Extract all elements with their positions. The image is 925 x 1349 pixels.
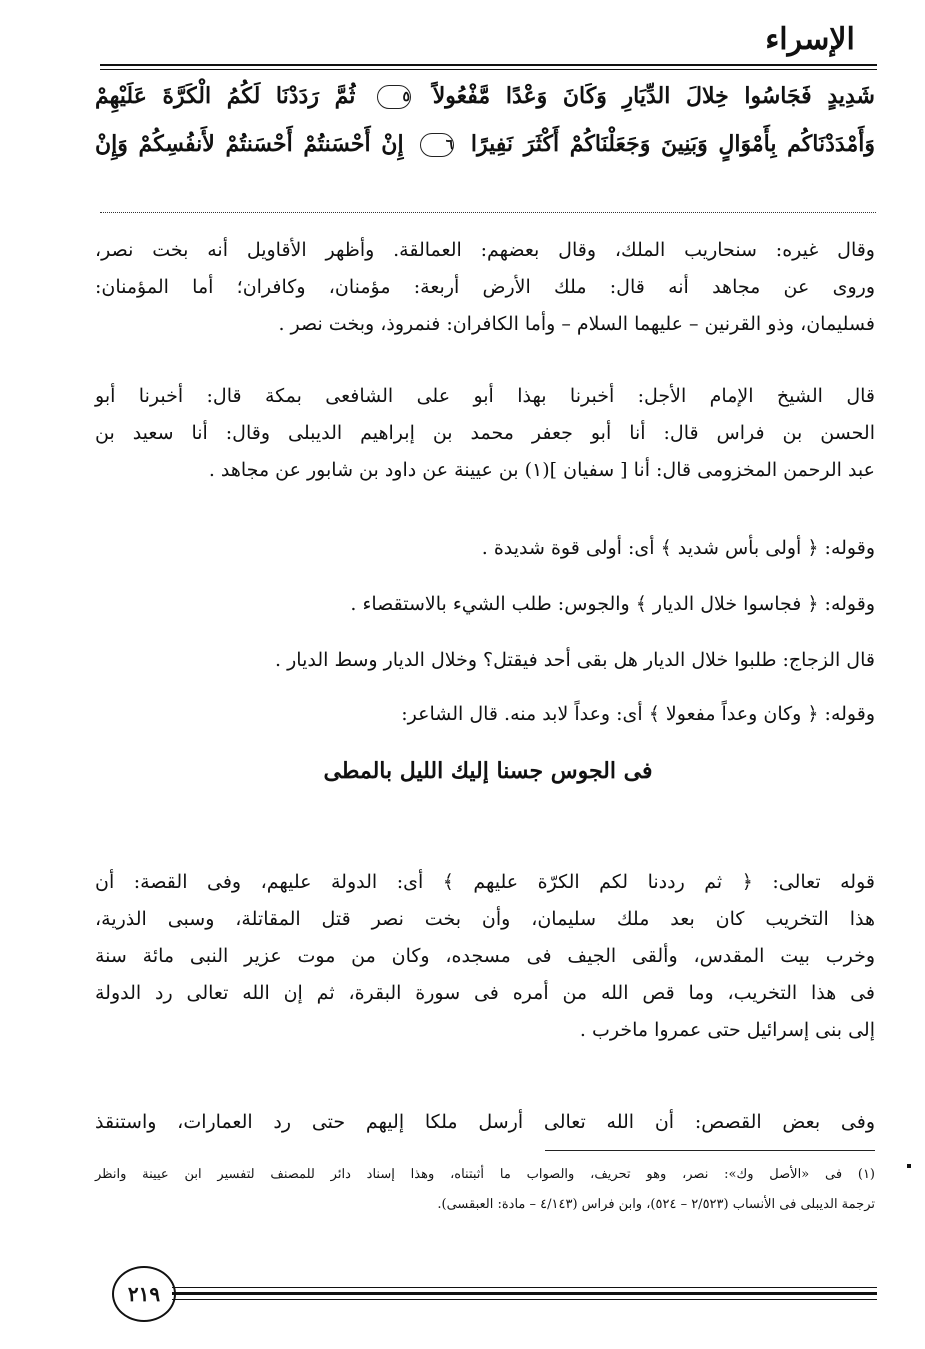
paragraph-2	[95, 378, 875, 489]
text-line: وقوله: ﴿ فجاسوا خلال الديار ﴾ والجوس: طلب الشيء بالاستقصاء .	[350, 593, 875, 615]
quran-text: إِنْ أَحْسَنتُمْ أَحْسَنتُمْ لأَنفُسِكُمْ وَإِنْ	[95, 131, 404, 157]
footer-rule	[172, 1299, 877, 1300]
text-line: قال الشيخ الإمام الأجل: أخبرنا بهذا أبو على الشافعى بمكة قال: أخبرنا أبو	[95, 385, 875, 407]
quran-text: وَأَمْدَدْنَاكُم بِأَمْوَالٍ وَبَنِينَ وَجَعَلْنَاكُمْ أَكْثَرَ نَفِيرًا	[470, 131, 875, 157]
text-line: وروى عن مجاهد أنه قال: ملك الأرض أربعة: مؤمنان، وكافران؛ أما المؤمنان:	[95, 276, 875, 298]
ayah-number-marker: ٦	[420, 133, 454, 157]
paragraph-6	[95, 696, 875, 733]
paragraph-5	[95, 642, 875, 679]
footnote-line: (١) فى «الأصل وك»: نصر، وهو تحريف، والصواب ما أثبتناه، وهذا إسناد دائر للمصنف لتفسير ابن عيينة وانظر	[95, 1167, 875, 1182]
paragraph-7	[95, 864, 875, 1049]
surah-title-header: الإسراء	[765, 22, 855, 57]
text-line: وفى بعض القصص: أن الله تعالى أرسل ملكا إليهم حتى رد العمارات، واستنقذ	[95, 1111, 875, 1133]
footnote-rule	[545, 1150, 875, 1151]
ayah-number-marker: ٥	[377, 85, 411, 109]
text-line: فى هذا التخريب، وما قص الله من أمره فى سورة البقرة، ثم إن الله تعالى رد الدولة	[95, 982, 875, 1004]
footnotes	[95, 1160, 875, 1220]
paragraph-1	[95, 232, 875, 343]
footer-rule	[172, 1287, 877, 1288]
text-line: وقوله: ﴿ أولى بأس شديد ﴾ أى: أولى قوة شديدة .	[481, 537, 875, 559]
text-line: قال الزجاج: طلبوا خلال الديار هل بقى أحد فيقتل؟ وخلال الديار وسط الديار .	[275, 649, 875, 671]
section-separator	[100, 212, 876, 213]
margin-mark	[907, 1164, 911, 1168]
text-line: وقال غيره: سنحاريب الملك، وقال بعضهم: العمالقة. وأظهر الأقاويل أنه بخت نصر،	[95, 239, 875, 261]
quran-text: ثُمَّ رَدَدْنَا لَكُمُ الْكَرَّةَ عَلَيْهِمْ	[95, 83, 356, 109]
footer-rule-thick	[172, 1292, 877, 1295]
page-number: ٢١٩	[112, 1266, 176, 1322]
quran-text: شَدِيدٍ فَجَاسُوا خِلالَ الدِّيَارِ وَكَانَ وَعْدًا مَّفْعُولاً	[432, 83, 875, 109]
text-line: الحسن بن فراس قال: أنا أبو جعفر محمد بن إبراهيم الديبلى وقال: أنا سعيد بن	[95, 422, 875, 444]
text-line: عبد الرحمن المخزومى قال: أنا [ سفيان ](١) بن عيينة عن داود بن شابور عن مجاهد .	[208, 459, 875, 481]
quran-line-2	[95, 124, 875, 164]
quran-line-1	[95, 76, 875, 116]
text-line: وخرب بيت المقدس، وألقى الجيف فى مسجده، وكان من موت عزير النبى مائة سنة	[95, 945, 875, 967]
text-line: فسليمان، وذو القرنين – عليهما السلام – وأما الكافران: فنمروذ، وبخت نصر .	[278, 313, 875, 335]
footnote-line: ترجمة الديبلى فى الأنساب (٢/٥٢٣ – ٥٢٤)، وابن فراس (٤/١٤٣ – مادة: العبقسى).	[437, 1197, 875, 1212]
paragraph-3	[95, 530, 875, 567]
header-rule-thin	[100, 69, 877, 70]
text-line: قوله تعالى: ﴿ ثم رددنا لكم الكرّة عليهم ﴾ أى: الدولة عليهم، وفى القصة: أن	[95, 871, 875, 893]
paragraph-8	[95, 1104, 875, 1141]
text-line: إلى بنى إسرائيل حتى عمروا ماخرب .	[579, 1019, 875, 1041]
header-rule	[100, 64, 877, 66]
poetry-verse: فى الجوس جسنا إليك الليل بالمطى	[323, 758, 653, 784]
text-line: هذا التخريب كان بعد ملك سليمان، وأن بخت نصر قتل المقاتلة، وسبى الذرية،	[95, 908, 875, 930]
paragraph-4	[95, 586, 875, 623]
text-line: وقوله: ﴿ وكان وعداً مفعولا ﴾ أى: وعداً لابد منه. قال الشاعر:	[401, 703, 875, 725]
